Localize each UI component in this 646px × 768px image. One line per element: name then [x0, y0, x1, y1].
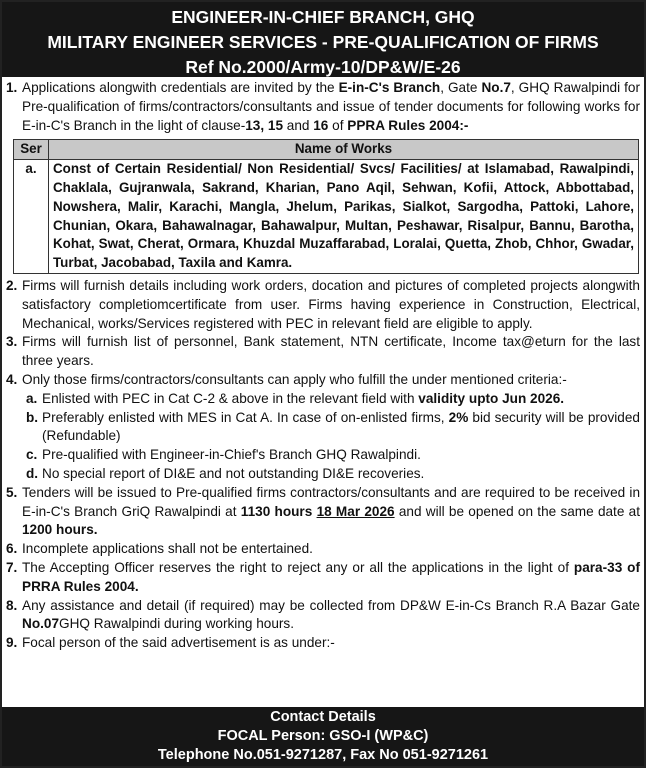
paragraph-number: a. [26, 390, 38, 406]
paragraph-number: 3. [6, 334, 18, 350]
advertisement-body [2, 77, 644, 653]
paragraph-text: Pre-qualified with Engineer-in-Chief's Branch GHQ Rawalpindi. [42, 447, 421, 463]
paragraph-number: 7. [6, 559, 18, 575]
emphasis-text: 2% [448, 409, 469, 425]
emphasis-text: para-33 of PRRA Rules 2004. [22, 559, 641, 594]
paragraph-text: No special report of DI&E and not outstanding DI&E recoveries. [42, 465, 425, 481]
paragraph-text: Only those firms/contractors/consultants can apply who fulfill the under mentioned criteria:- [22, 371, 567, 387]
emphasis-text: validity upto Jun 2026. [418, 390, 565, 406]
numbered-paragraph [6, 371, 640, 390]
emphasis-text: 1200 hours. [22, 522, 98, 538]
header-title: ENGINEER-IN-CHIEF BRANCH, GHQ [171, 7, 475, 27]
focal-person: FOCAL Person: GSO-I (WP&C) [217, 728, 429, 744]
paragraph-text: Firms will furnish details including work orders, docation and pictures of completed projects alongwith satisfactory completiomcertificate from user. Firms having experience in Construction, Electrical, Mechanical, works/Services registered with PEC in relevant field are eligible to apply. [22, 277, 640, 331]
column-header-works: Name of Works [49, 140, 639, 160]
emphasis-text: No.7 [481, 80, 511, 95]
numbered-paragraph [6, 484, 640, 540]
numbered-paragraph [6, 333, 640, 371]
paragraph-number: d. [26, 465, 39, 481]
paragraph-text: Focal person of the said advertisement is as under:- [22, 635, 335, 651]
header-banner [2, 2, 644, 77]
works-cell: Const of Certain Residential/ Non Residential/ Svcs/ Facilities/ at Islamabad, Rawalpindi, Chaklala, Gujranwala, Sakrand, Kharian, Pano Aqil, Sehwan, Kofii, Attock, Abbottabad, Nowshera, Malir, Karachi, Mangla, Jhelum, Parikas, Sialkot, Sargodha, Pattoki, Lahore, Chunian, Okara, Bahawalnagar, Bahawalpur, Multan, Peshawar, Risalpur, Bannu, Barotha, Kohat, Swat, Cherat, Ormara, Khuzdal Muzaffarabad, Loralai, Quetta, Zhob, Chhor, Gwadar, Turbat, Jacobabad, Taxila and Kamra. [49, 160, 639, 274]
emphasis-text: 1130 hours [240, 503, 313, 519]
paragraph-text: bid security will be provided (Refundable) [42, 409, 640, 444]
header-subtitle: MILITARY ENGINEER SERVICES - PRE-QUALIFICATION OF FIRMS [47, 32, 599, 52]
numbered-paragraph [6, 79, 640, 135]
paragraph-text: Tenders will be issued to Pre-qualified firms contractors/consultants and are required to be received in E-in-C's Branch GriQ Rawalpindi at [22, 484, 640, 519]
paragraph-text: The Accepting Officer reserves the right to reject any or all the applications in the light of [22, 559, 574, 575]
paragraph-number: 4. [6, 371, 18, 387]
column-header-ser: Ser [14, 140, 49, 160]
paragraph-number: 8. [6, 597, 18, 613]
numbered-paragraph [6, 540, 640, 559]
paragraph-number: 9. [6, 635, 18, 651]
reference-number: Ref No.2000/Army-10/DP&W/E-26 [185, 57, 461, 77]
paragraphs-intro [6, 79, 640, 135]
paragraph-number: b. [26, 409, 39, 425]
paragraph-number: 1. [6, 80, 18, 95]
emphasis-text: 16 [313, 117, 329, 133]
paragraph-text: of [328, 117, 348, 133]
paragraph-text: and [283, 117, 314, 133]
table-row [14, 160, 639, 274]
paragraphs-conditions [6, 277, 640, 653]
sub-paragraph [6, 390, 640, 409]
paragraph-text: Applications alongwith credentials are invited by the [22, 80, 339, 95]
paragraph-text: Enlisted with PEC in Cat C-2 & above in the relevant field with [42, 390, 419, 406]
sub-paragraph [6, 465, 640, 484]
paragraph-number: 2. [6, 277, 18, 293]
emphasis-text: 18 Mar 2026 [316, 503, 395, 519]
paragraph-number: c. [26, 447, 38, 463]
numbered-paragraph [6, 634, 640, 653]
telephone-fax: Telephone No.051-9271287, Fax No 051-9271261 [157, 747, 489, 763]
paragraph-number: 5. [6, 484, 18, 500]
numbered-paragraph [6, 559, 640, 597]
ser-cell: a. [14, 160, 49, 274]
sub-paragraph [6, 409, 640, 447]
contact-details-banner [2, 707, 644, 766]
paragraph-number: 6. [6, 541, 18, 557]
contact-title: Contact Details [270, 709, 376, 725]
emphasis-text: E-in-C's Branch [338, 80, 441, 95]
emphasis-text: PPRA Rules 2004:- [347, 117, 469, 133]
numbered-paragraph [6, 597, 640, 635]
emphasis-text: No.07 [22, 616, 60, 632]
paragraph-text: , Gate [440, 80, 482, 95]
paragraph-text: Preferably enlisted with MES in Cat A. In case of on-enlisted firms, [42, 409, 449, 425]
paragraph-text: Firms will furnish list of personnel, Bank statement, NTN certificate, Income tax@eturn for the last three years. [22, 334, 640, 369]
paragraph-text: Incomplete applications shall not be entertained. [22, 541, 313, 557]
paragraph-text: GHQ Rawalpindi during working hours. [59, 616, 295, 632]
works-table [13, 139, 639, 274]
numbered-paragraph [6, 277, 640, 333]
paragraph-text: Any assistance and detail (if required) may be collected from DP&W E-in-Cs Branch R.A Bazar Gate [22, 597, 640, 613]
sub-paragraph [6, 446, 640, 465]
emphasis-text: 13, 15 [245, 117, 284, 133]
paragraph-text: , GHQ Rawalpindi for Pre-qualification of firms/contractors/consultants and issue of tender documents for following works for E-in-C's Branch in the light of clause- [22, 80, 640, 133]
paragraph-text: and will be opened on the same date at [394, 503, 640, 519]
